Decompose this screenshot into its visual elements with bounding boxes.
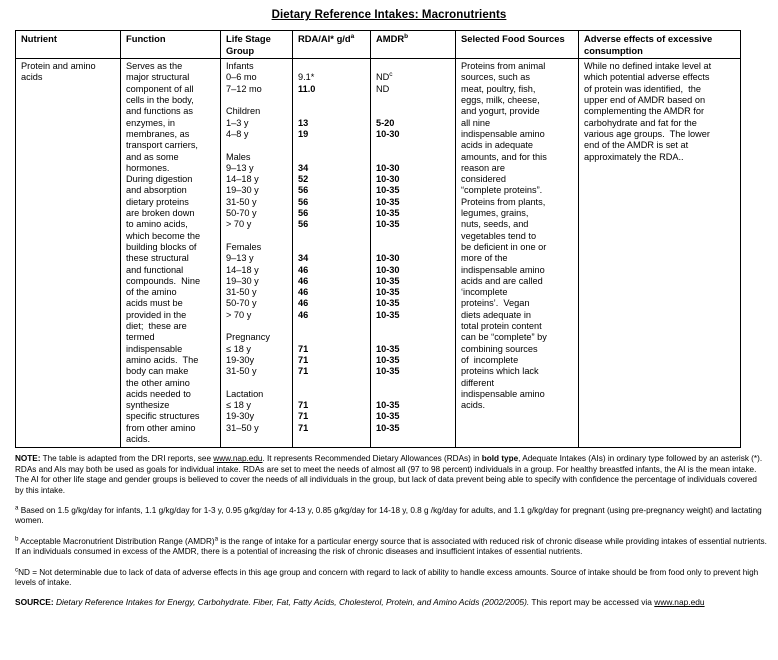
note-text-part-3: , Adequate Intakes (AIs) in ordinary type followed by an asterisk (*). RDAs and AIs may both be used as goals for individual intake. RDAs are set to meet the needs of almost all (97 to 98 percent) individuals in a group. For healthy breastfed infants, the AI is the mean intake. The AI for other life stage and gender groups is believed to cover the needs of all individuals in the group, but lack of data prevent being able to specify with confidence the percentage of individuals covered by this intake. — [15, 454, 763, 495]
life-stage-line: 9–13 y — [226, 162, 254, 173]
amdr-value-spacer — [376, 389, 451, 400]
rda-value-line: 71 — [298, 422, 309, 433]
function-line: acids needed to — [126, 388, 191, 399]
life-stage-line: ≤ 18 y — [226, 343, 251, 354]
food-source-line: eggs, milk, cheese, — [461, 95, 540, 106]
food-sources-text — [461, 61, 574, 411]
footnote-a — [15, 506, 767, 527]
life-stage-list — [226, 61, 288, 434]
table-body — [16, 59, 741, 448]
rda-value-spacer — [298, 231, 366, 242]
amdr-value-line: 10-35 — [376, 411, 400, 422]
cell-function — [121, 59, 221, 448]
rda-values-list — [298, 61, 366, 434]
function-line: acids must be — [126, 298, 183, 309]
function-line: specific structures — [126, 411, 200, 422]
life-stage-line: 1–3 y — [226, 117, 249, 128]
source-tail: This report may be accessed via — [529, 597, 655, 608]
rda-value-line: 34 — [298, 253, 309, 264]
rda-value-line: 71 — [298, 366, 309, 377]
amdr-value-line: 10-35 — [376, 185, 400, 196]
adverse-effect-line: complementing the AMDR for — [584, 106, 704, 117]
cell-adverse-effects — [579, 59, 741, 448]
function-line: enzymes, in — [126, 117, 176, 128]
amdr-value-spacer — [376, 152, 451, 163]
amdr-footnote-marker: b — [404, 32, 409, 40]
amdr-value-line: 10-35 — [376, 196, 400, 207]
rda-value-spacer — [298, 95, 366, 106]
source-citation: Dietary Reference Intakes for Energy, Carbohydrate. Fiber, Fat, Fatty Acids, Cholesterol, Protein, and Amino Acids (2002/2005). — [53, 597, 530, 608]
life-stage-line: Lactation — [226, 388, 264, 399]
rda-value-line: 56 — [298, 208, 309, 219]
amdr-value-spacer — [376, 242, 451, 253]
cell-nutrient — [16, 59, 121, 448]
column-header-selected-food-sources — [456, 31, 579, 59]
food-source-line: indispensable amino — [461, 128, 545, 139]
life-stage-spacer — [226, 321, 288, 332]
footnote-c-marker: c — [15, 565, 19, 573]
adverse-effect-line: upper end of AMDR based on — [584, 95, 706, 106]
life-stage-line: 9–13 y — [226, 253, 254, 264]
rda-unit-text: g/d — [336, 33, 351, 44]
cell-rda-ai — [293, 59, 371, 448]
nutrient-line-1: Protein and — [21, 61, 68, 72]
life-stage-line: 19-30y — [226, 354, 255, 365]
adverse-header-line-2: consumption — [584, 44, 643, 56]
food-source-line: indispensable amino — [461, 264, 545, 275]
footnote-b-text-part-2: is the range of intake for a particular energy source that is associated with reduced risk of chronic disease while providing intakes of essential nutrients. If an individuals consumed in excess of the AMDR, there is a potential of increasing the risk of chronic diseases and insufficient intakes of essential nutrients. — [15, 536, 767, 557]
function-line: from other amino — [126, 422, 196, 433]
column-header-rda-ai — [293, 31, 371, 59]
spacer — [15, 558, 767, 568]
food-source-line: be deficient in one or — [461, 241, 547, 252]
nap-edu-link-note[interactable]: www.nap.edu — [213, 454, 263, 464]
rda-header-line-1: RDA/AI* — [298, 33, 334, 44]
food-source-line: proteins’. Vegan — [461, 298, 530, 309]
adverse-effects-text — [584, 61, 736, 163]
rda-value-spacer — [298, 106, 366, 117]
function-line: compounds. Nine — [126, 275, 201, 286]
column-header-adverse-effects — [579, 31, 741, 59]
column-header-function: Function — [121, 31, 221, 59]
rda-value-line: 13 — [298, 117, 309, 128]
rda-value-spacer — [298, 332, 366, 343]
page-title: Dietary Reference Intakes: Macronutrients — [271, 9, 507, 21]
rda-value-spacer — [298, 242, 366, 253]
rda-header-line-2 — [337, 33, 355, 44]
adverse-effect-line: of protein was identified, the — [584, 83, 701, 94]
food-source-line: and yogurt, provide — [461, 106, 540, 117]
rda-value-line: 19 — [298, 128, 309, 139]
amdr-value-spacer — [376, 231, 451, 242]
footnote-b-inner-marker: a — [214, 534, 219, 542]
life-stage-line: 14–18 y — [226, 174, 259, 185]
life-stage-spacer — [226, 95, 288, 106]
adverse-effect-line: which potential adverse effects — [584, 72, 710, 83]
amdr-value-spacer — [376, 321, 451, 332]
cell-selected-food-sources — [456, 59, 579, 448]
amdr-value-line: 10-35 — [376, 298, 400, 309]
rda-value-line: 71 — [298, 343, 309, 354]
food-source-line: can be “complete” by — [461, 332, 547, 343]
life-stage-line: 50-70 y — [226, 298, 257, 309]
footnote-a-text: Based on 1.5 g/kg/day for infants, 1.1 g/kg/day for 1-3 y, 0.95 g/kg/day for 4-13 y, 0.85 g/kg/day for 14-18 y, 0.8 g /kg/day for adults, and 1.1 g/kg/day for pregnant (using pre-pregnancy weight) and lactating women. — [15, 505, 762, 526]
life-stage-spacer — [226, 378, 288, 389]
life-stage-line: 31-50 y — [226, 366, 257, 377]
function-line: component of all — [126, 83, 194, 94]
food-source-line: different — [461, 377, 495, 388]
food-source-line: all nine — [461, 117, 491, 128]
amdr-value-spacer — [376, 140, 451, 151]
note-paragraph — [15, 454, 767, 496]
life-stage-line: Pregnancy — [226, 332, 270, 343]
document-page — [0, 9, 778, 660]
function-line: membranes, as — [126, 128, 190, 139]
function-line: acids. — [126, 433, 151, 444]
function-line: these structural — [126, 253, 189, 264]
rda-footnote-marker: a — [350, 32, 355, 40]
rda-value-spacer — [298, 140, 366, 151]
function-line: amino acids. The — [126, 354, 199, 365]
life-stage-line: 0–6 mo — [226, 72, 257, 83]
footnote-a-marker: a — [15, 504, 19, 512]
note-text-part-2: . It represents Recommended Dietary Allowances (RDAs) in — [262, 454, 482, 464]
function-line: synthesize — [126, 400, 170, 411]
rda-value-spacer — [298, 152, 366, 163]
life-stage-line: 31-50 y — [226, 287, 257, 298]
rda-value-line: 46 — [298, 275, 309, 286]
adverse-effect-line: carbohydrate and fat for the — [584, 117, 697, 128]
adverse-header-line-1: Adverse effects of excessive — [584, 33, 713, 44]
life-stage-line: 19–30 y — [226, 185, 259, 196]
food-source-line: amounts, and for this — [461, 151, 547, 162]
amdr-value-spacer — [376, 61, 451, 72]
food-header-line-2: Sources — [527, 33, 565, 44]
amdr-value-line: 10-35 — [376, 219, 400, 230]
rda-value-line: 71 — [298, 354, 309, 365]
function-line: Serves as the — [126, 61, 183, 72]
food-source-line: “complete proteins”. — [461, 185, 543, 196]
amdr-value-line: 10-35 — [376, 208, 400, 219]
table-header-row — [16, 31, 741, 59]
life-stage-line: > 70 y — [226, 219, 252, 230]
function-line: dietary proteins — [126, 196, 189, 207]
amdr-header-text: AMDR — [376, 33, 405, 44]
function-line: are broken down — [126, 208, 195, 219]
life-stage-line: 50-70 y — [226, 208, 257, 219]
life-stage-line: ≤ 18 y — [226, 400, 251, 411]
food-source-line: more of the — [461, 253, 508, 264]
function-line: transport carriers, — [126, 140, 198, 151]
function-line: diet; these are — [126, 321, 187, 332]
life-stage-line: > 70 y — [226, 309, 252, 320]
rda-value-line: 46 — [298, 264, 309, 275]
note-label: NOTE: — [15, 454, 41, 464]
amdr-value-line: 10-35 — [376, 354, 400, 365]
function-line: body can make — [126, 366, 189, 377]
rda-value-spacer — [298, 61, 366, 72]
life-stage-line: Children — [226, 106, 261, 117]
amdr-value-line: 10-35 — [376, 400, 400, 411]
life-stage-line: 31–50 y — [226, 422, 259, 433]
life-stage-line: 31-50 y — [226, 196, 257, 207]
footnote-c — [15, 565, 767, 589]
life-stage-line: 14–18 y — [226, 264, 259, 275]
life-stage-line: 4–8 y — [226, 128, 249, 139]
table-header — [16, 31, 741, 59]
footnote-b — [15, 534, 767, 558]
function-line: indispensable — [126, 343, 183, 354]
food-source-line: vegetables tend to — [461, 230, 537, 241]
rda-value-line: 56 — [298, 219, 309, 230]
footnote-c-text: ND = Not determinable due to lack of data of adverse effects in this age group and concern with regard to lack of ability to handle excess amounts. Source of intake should be from food only to prevent high levels of intake. — [15, 567, 759, 587]
adverse-effect-line: various age groups. The lower — [584, 128, 710, 139]
dri-macronutrients-table — [15, 30, 741, 448]
amdr-value-line: 10-35 — [376, 275, 400, 286]
life-stage-line: Males — [226, 151, 251, 162]
footnote-b-marker: b — [15, 534, 19, 542]
rda-value-spacer — [298, 378, 366, 389]
rda-value-line: 71 — [298, 411, 309, 422]
amdr-value-line: ND — [376, 83, 390, 94]
amdr-value-line: 10-35 — [376, 366, 400, 377]
function-line: major structural — [126, 72, 190, 83]
nutrient-line-2: amino acids — [21, 61, 96, 83]
source-section — [15, 597, 767, 608]
amdr-value-line: 10-35 — [376, 287, 400, 298]
function-line: and functional — [126, 264, 184, 275]
note-text-part-1: The table is adapted from the DRI reports, see — [40, 454, 214, 464]
rda-value-line: 46 — [298, 298, 309, 309]
note-bold-phrase: bold type — [481, 454, 519, 464]
amdr-value-footnote-marker: c — [389, 71, 393, 79]
amdr-value-spacer — [376, 95, 451, 106]
column-header-nutrient: Nutrient — [16, 31, 121, 59]
function-line: to amino acids, — [126, 219, 188, 230]
amdr-value-spacer — [376, 106, 451, 117]
rda-value-line: 34 — [298, 162, 309, 173]
function-line: provided in the — [126, 309, 187, 320]
food-source-line: acids in adequate — [461, 140, 534, 151]
food-source-line: combining sources — [461, 343, 538, 354]
amdr-value-line: $ND^c$ — [376, 71, 393, 83]
food-source-line: of incomplete — [461, 354, 519, 365]
amdr-value-line: 10-35 — [376, 343, 400, 354]
function-line: and absorption — [126, 185, 187, 196]
function-line: building blocks of — [126, 241, 197, 252]
adverse-effect-line: While no defined intake level at — [584, 61, 712, 72]
life-stage-line: Females — [226, 241, 262, 252]
function-line: the other amino — [126, 377, 190, 388]
life-stage-line: 7–12 mo — [226, 83, 262, 94]
amdr-value-line: 10-30 — [376, 253, 400, 264]
life-stage-spacer — [226, 231, 288, 242]
amdr-values-list — [376, 61, 451, 434]
source-label: SOURCE: — [15, 597, 54, 608]
function-line: hormones. — [126, 162, 170, 173]
adverse-effect-line: approximately the RDA.. — [584, 151, 684, 162]
food-source-line: indispensable amino — [461, 388, 545, 399]
rda-value-line: 71 — [298, 400, 309, 411]
food-source-line: reason are — [461, 162, 505, 173]
footnote-b-text-part-1: Acceptable Macronutrient Distribution Range (AMDR) — [18, 536, 215, 546]
food-source-line: sources, such as — [461, 72, 530, 83]
food-source-line: acids. — [461, 400, 486, 411]
amdr-value-line: 10-30 — [376, 264, 400, 275]
function-line: and functions as — [126, 106, 193, 117]
amdr-value-spacer — [376, 332, 451, 343]
rda-value-spacer — [298, 321, 366, 332]
life-stage-line: 19–30 y — [226, 275, 259, 286]
amdr-value-spacer — [376, 378, 451, 389]
spacer — [15, 527, 767, 537]
spacer — [15, 496, 767, 506]
food-source-line: ‘incomplete — [461, 287, 508, 298]
rda-value-line: 46 — [298, 309, 309, 320]
adverse-effect-line: end of the AMDR is set at — [584, 140, 689, 151]
food-source-line: proteins which lack — [461, 366, 539, 377]
column-header-life-stage-group — [221, 31, 293, 59]
function-line: termed — [126, 332, 155, 343]
rda-value-spacer — [298, 389, 366, 400]
food-header-line-1: Selected Food — [461, 33, 526, 44]
rda-value-line: 56 — [298, 196, 309, 207]
rda-value-line: 52 — [298, 174, 309, 185]
amdr-value-line: 10-30 — [376, 174, 400, 185]
table-row — [16, 59, 741, 448]
life-stage-line: 19-30y — [226, 411, 255, 422]
rda-value-line: 11.0 — [298, 83, 316, 94]
column-header-amdr — [371, 31, 456, 59]
food-source-line: meat, poultry, fish, — [461, 83, 536, 94]
food-source-line: considered — [461, 174, 506, 185]
notes-section — [15, 454, 767, 588]
rda-value-line: 46 — [298, 287, 309, 298]
food-source-line: legumes, grains, — [461, 208, 529, 219]
function-line: which become the — [126, 230, 201, 241]
food-source-line: nuts, seeds, and — [461, 219, 529, 230]
cell-amdr — [371, 59, 456, 448]
food-source-line: Proteins from animal — [461, 61, 546, 72]
function-text — [126, 61, 216, 445]
cell-life-stage-group — [221, 59, 293, 448]
rda-value-line: 9.1* — [298, 72, 315, 83]
nap-edu-link-source[interactable]: www.nap.edu — [654, 597, 705, 608]
food-source-line: total protein content — [461, 321, 542, 332]
function-line: and as some — [126, 151, 179, 162]
amdr-value-line: 10-30 — [376, 128, 400, 139]
amdr-value-line: 10-35 — [376, 309, 400, 320]
food-source-line: Proteins from plants, — [461, 196, 546, 207]
life-stage-spacer — [226, 140, 288, 151]
life-stage-header-line-1: Life Stage — [226, 33, 271, 44]
amdr-value-line: 10-35 — [376, 422, 400, 433]
life-stage-header-line-2: Group — [226, 44, 255, 56]
food-source-line: diets adequate in — [461, 309, 531, 320]
rda-value-line: 56 — [298, 185, 309, 196]
amdr-value-line: 10-30 — [376, 162, 400, 173]
food-source-line: acids and are called — [461, 275, 543, 286]
life-stage-line: Infants — [226, 61, 254, 72]
function-line: cells in the body, — [126, 95, 194, 106]
function-line: During digestion — [126, 174, 193, 185]
amdr-value-line: 5-20 — [376, 117, 395, 128]
function-line: of the amino — [126, 287, 177, 298]
